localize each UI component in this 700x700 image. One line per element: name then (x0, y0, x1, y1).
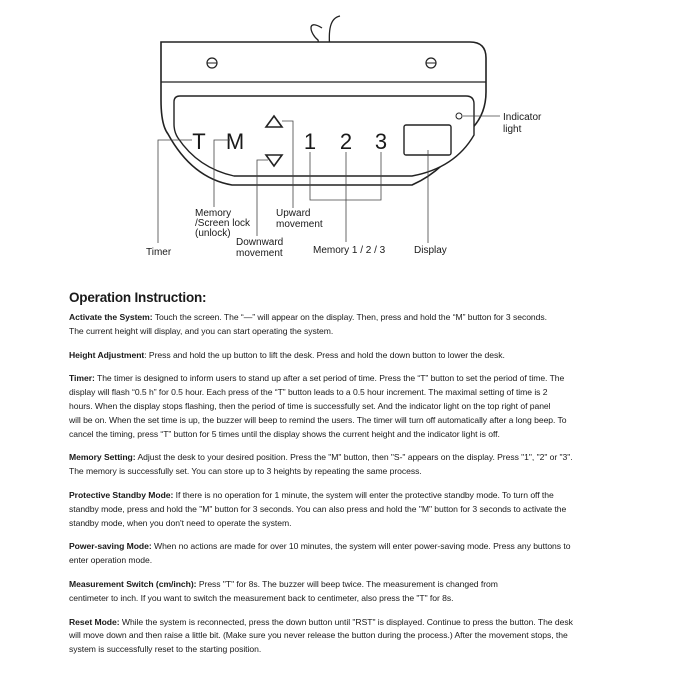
upward-movement-label-2: movement (276, 219, 323, 230)
section-heading: Timer: (69, 373, 95, 384)
section-timer (69, 372, 669, 441)
downward-movement-label: Downward (236, 237, 284, 248)
instructions-title: Operation Instruction: (69, 290, 207, 305)
section-text: Adjust the desk to your desired position. Press the "M" button, then "S-" appears on the display. Press "1", "2" or "3". (135, 452, 573, 463)
section-protective-standby (69, 489, 669, 530)
indicator-light-label-2: light (503, 124, 522, 135)
memory-3-button[interactable]: 3 (374, 129, 388, 154)
operation-instructions (69, 290, 669, 657)
section-text: If there is no operation for 1 minute, the system will enter the protective standby mode. To turn off the (173, 489, 554, 500)
section-text: The memory is successfully set. You can store up to 3 heights by repeating the same process. (69, 466, 422, 477)
section-text: When no actions are made for over 10 minutes, the system will enter power-saving mode. Press any buttons to (151, 541, 571, 552)
section-text: : Press and hold the up button to lift the desk. Press and hold the down button to lower the desk. (144, 349, 505, 360)
downward-movement-label-2: movement (236, 248, 283, 259)
section-text: centimeter to inch. If you want to switch the measurement back to centimeter, also press the "T" for 8s. (69, 592, 454, 603)
section-text: While the system is reconnected, press the down button until "RST" is displayed. Continue to press the button. The desk (119, 616, 573, 627)
section-height-adjustment (69, 349, 669, 363)
section-memory-setting (69, 451, 669, 479)
upward-movement-label: Upward (276, 208, 311, 219)
memory-1-button[interactable]: 1 (303, 129, 317, 154)
section-heading: Measurement Switch (cm/inch): (69, 578, 197, 589)
section-text: will be on. When the set time is up, the buzzer will beep to remind the users. The timer will turn off automatically after a long beep. To (69, 414, 567, 425)
section-activate (69, 311, 669, 339)
button-panel (174, 96, 474, 176)
section-text: hours. When the display stops flashing, then the period of time is successfully set. And the indicator light on the top right of panel (69, 400, 551, 411)
section-text: display will flash “0.5 h” for 0.5 hour. Each press of the “T” button leads to a 0.5 hour increment. The maximal setting of time is 2 (69, 387, 548, 398)
section-reset-mode (69, 616, 669, 657)
section-heading: Protective Standby Mode: (69, 489, 174, 500)
memory-123-label: Memory 1 / 2 / 3 (313, 245, 386, 256)
memory-screen-lock-label-3: (unlock) (195, 228, 231, 239)
indicator-light-label: Indicator (503, 112, 542, 123)
section-heading: Power-saving Mode: (69, 541, 152, 552)
section-text: standby mode, when you don't need to operate the system. (69, 517, 292, 528)
section-text: will move down and then raise a little bit. (Make sure you never release the button during the process.) After the movement stops, the (69, 630, 568, 641)
section-heading: Activate the System: (69, 312, 153, 322)
section-measurement-switch (69, 578, 669, 606)
section-text: The timer is designed to inform users to stand up after a set period of time. Press the “T” button to set the period of time. The (94, 373, 565, 384)
section-text: enter operation mode. (69, 555, 153, 566)
memory-screen-lock-label: Memory (195, 208, 232, 219)
timer-label: Timer (146, 247, 172, 258)
control-panel-diagram (0, 0, 700, 280)
section-text: The current height will display, and you can start operating the system. (69, 325, 334, 336)
memory-button[interactable]: M (225, 129, 245, 154)
display-label: Display (414, 245, 447, 256)
section-power-saving (69, 540, 669, 568)
section-text: standby mode, press and hold the "M" button for 3 seconds. You can also press and hold the "M" button for 3 seconds to activate the (69, 503, 567, 514)
timer-button[interactable]: T (192, 129, 206, 154)
section-heading: Height Adjustment (69, 349, 145, 360)
memory-screen-lock-label-2: /Screen lock (195, 218, 251, 229)
section-heading: Memory Setting: (69, 452, 136, 463)
section-text: system is successfully reset to the starting position. (69, 644, 262, 655)
section-heading: Reset Mode: (69, 616, 120, 627)
memory-2-button[interactable]: 2 (339, 129, 353, 154)
section-text: cancel the timing, press “T” button for 5 times until the display shows the current height and the indicator light is off. (69, 428, 500, 439)
section-text: Touch the screen. The “—” will appear on the display. Then, press and hold the “M” button for 3 seconds. (152, 312, 547, 322)
section-text: Press "T" for 8s. The buzzer will beep twice. The measurement is changed from (196, 578, 498, 589)
